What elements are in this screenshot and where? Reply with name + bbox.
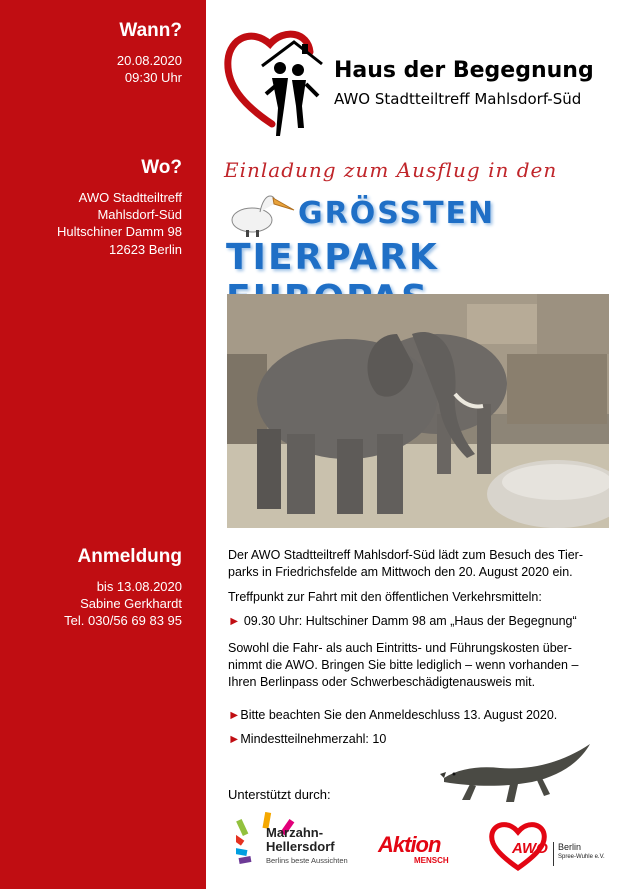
elephant-photo — [227, 294, 609, 528]
paragraph-costs: Sowohl die Fahr- als auch Eintritts- und Führungskosten über-nimmt die AWO. Bringen Sie bitte lediglich – wenn vorhanden – Ihren Berlinpass oder Schwerbeschädigtenausweis mit. — [228, 641, 579, 689]
wann-heading: Wann? — [119, 20, 182, 41]
awo-name: AWO — [512, 840, 548, 857]
sponsor-aktion-mensch — [378, 834, 468, 874]
wo-line: AWO Stadtteiltreff — [78, 190, 182, 205]
deadline-text: Bitte beachten Sie den Anmeldeschluss 13. August 2020. — [240, 708, 558, 722]
wo-heading: Wo? — [141, 157, 182, 178]
anmeldung-line: bis 13.08.2020 — [96, 579, 182, 594]
paragraph-deadline — [228, 707, 598, 724]
aktion-mensch-sub: MENSCH — [414, 856, 449, 865]
arrow-bullet-icon: ► — [228, 732, 241, 746]
headline-line-1: GRÖSSTEN — [298, 196, 496, 231]
headline-line-2: TIERPARK — [226, 237, 439, 278]
aktion-name: Aktion — [378, 832, 441, 857]
arrow-bullet-icon: ► — [228, 614, 241, 628]
minimum-text: Mindestteilnehmerzahl: 10 — [240, 732, 387, 746]
sponsor-awo-berlin — [488, 820, 613, 875]
awo-city: Berlin — [558, 842, 582, 852]
pelican-icon — [226, 188, 296, 238]
sidebar — [0, 0, 206, 889]
paragraph-meeting: Treffpunkt zur Fahrt mit den öffentlichen Verkehrsmitteln: — [228, 590, 542, 604]
org-name: Haus der Begegnung — [334, 58, 594, 83]
marzahn-name: Marzahn- — [266, 825, 324, 840]
sponsor-marzahn-hellersdorf — [236, 812, 366, 878]
wann-date: 20.08.2020 — [116, 53, 182, 68]
arrow-bullet-icon: ► — [228, 708, 241, 722]
heart-house-logo-icon — [222, 24, 332, 140]
invitation-line: Einladung zum Ausflug in den — [224, 158, 558, 182]
marzahn-tagline: Berlins beste Aussichten — [266, 856, 348, 865]
hellersdorf-name: Hellersdorf — [266, 839, 335, 854]
meeting-time-text: 09.30 Uhr: Hultschiner Damm 98 am „Haus der Begegnung“ — [243, 614, 577, 628]
wo-line: 12623 Berlin — [109, 242, 182, 257]
wann-time: 09:30 Uhr — [124, 70, 182, 85]
crocodile-icon — [440, 738, 600, 808]
org-subtitle: AWO Stadtteiltreff Mahlsdorf-Süd — [334, 90, 582, 108]
awo-divider — [553, 842, 554, 866]
paragraph-intro: Der AWO Stadtteiltreff Mahlsdorf-Süd lädt zum Besuch des Tier-parks in Friedrichsfelde am Mittwoch den 20. August 2020 ein. — [228, 548, 584, 579]
anmeldung-heading: Anmeldung — [77, 546, 182, 567]
paragraph-time — [228, 613, 598, 630]
anmeldung-line: Tel. 030/56 69 83 95 — [64, 613, 182, 628]
wo-line: Mahlsdorf-Süd — [97, 207, 182, 222]
anmeldung-line: Sabine Gerkhardt — [80, 596, 182, 611]
wo-line: Hultschiner Damm 98 — [57, 224, 182, 239]
awo-subtitle: Spree-Wuhle e.V. — [558, 854, 605, 860]
sponsors-label: Unterstützt durch: — [228, 787, 331, 802]
